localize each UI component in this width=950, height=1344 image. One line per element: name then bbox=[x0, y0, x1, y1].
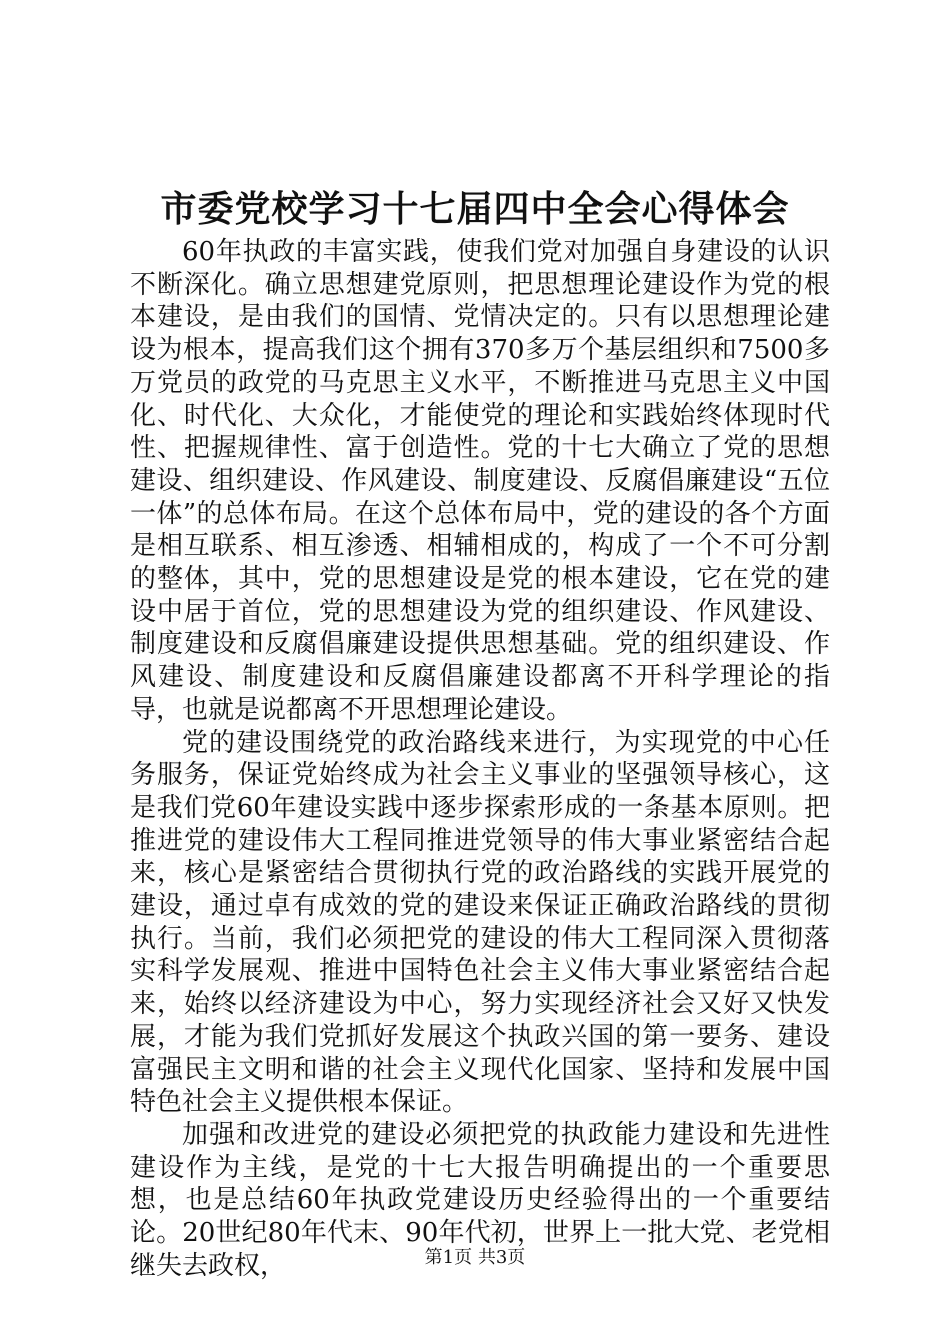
document-title: 市委党校学习十七届四中全会心得体会 bbox=[160, 188, 790, 230]
paragraph: 加强和改进党的建设必须把党的执政能力建设和先进性建设作为主线，是党的十七大报告明确提出的一个重要思想，也是总结60年执政党建设历史经验得出的一个重要结论。20世纪80年代末、90年代初，世界上一批大党、老党相继失去政权， bbox=[130, 1119, 830, 1281]
document-body bbox=[130, 236, 830, 1283]
paragraph: 60年执政的丰富实践，使我们党对加强自身建设的认识不断深化。确立思想建党原则，把思想理论建设作为党的根本建设，是由我们的国情、党情决定的。只有以思想理论建设为根本，提高我们这个拥有370多万个基层组织和7500多万党员的政党的马克思主义水平，不断推进马克思主义中国化、时代化、大众化，才能使党的理论和实践始终体现时代性、把握规律性、富于创造性。党的十七大确立了党的思想建设、组织建设、作风建设、制度建设、反腐倡廉建设“五位一体”的总体布局。在这个总体布局中，党的建设的各个方面是相互联系、相互渗透、相辅相成的，构成了一个不可分割的整体，其中，党的思想建设是党的根本建设，它在党的建设中居于首位，党的思想建设为党的组织建设、作风建设、制度建设和反腐倡廉建设提供思想基础。党的组织建设、作风建设、制度建设和反腐倡廉建设都离不开科学理论的指导，也就是说都离不开思想理论建设。 bbox=[130, 237, 830, 725]
page-number: 第1页 bbox=[424, 1247, 473, 1268]
page-total: 共3页 bbox=[477, 1247, 526, 1268]
page-footer bbox=[0, 1246, 950, 1270]
paragraph: 党的建设围绕党的政治路线来进行，为实现党的中心任务服务，保证党始终成为社会主义事业的坚强领导核心，这是我们党60年建设实践中逐步探索形成的一条基本原则。把推进党的建设伟大工程同推进党领导的伟大事业紧密结合起来，核心是紧密结合贯彻执行党的政治路线的实践开展党的建设，通过卓有成效的党的建设来保证正确政治路线的贯彻执行。当前，我们必须把党的建设的伟大工程同深入贯彻落实科学发展观、推进中国特色社会主义伟大事业紧密结合起来，始终以经济建设为中心，努力实现经济社会又好又快发展，才能为我们党抓好发展这个执政兴国的第一要务、建设富强民主文明和谐的社会主义现代化国家、坚持和发展中国特色社会主义提供根本保证。 bbox=[130, 727, 830, 1118]
